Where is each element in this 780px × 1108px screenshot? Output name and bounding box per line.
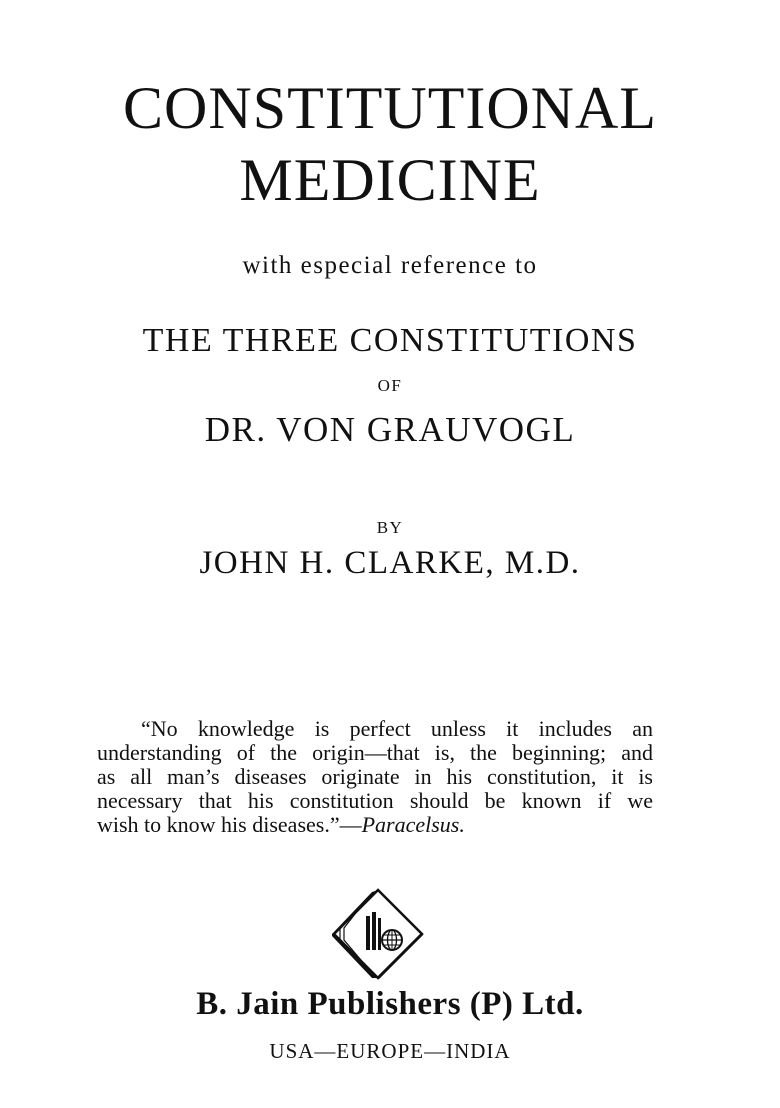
byline-by: BY [376, 518, 404, 537]
author-name: JOHN H. CLARKE, M.D. [199, 545, 581, 581]
epigraph-last-line [97, 813, 653, 837]
title-line-1: CONSTITUTIONAL [123, 75, 657, 141]
publisher-locations: USA—EUROPE—INDIA [269, 1039, 511, 1063]
epigraph [97, 717, 653, 837]
topic-line-1: THE THREE CONSTITUTIONS [142, 322, 638, 359]
epigraph-line: wish to know his diseases.”— [97, 812, 362, 837]
publisher-name: B. Jain Publishers (P) Ltd. [196, 986, 584, 1022]
publisher-logo-icon [332, 888, 424, 980]
subtitle: with especial reference to [242, 252, 538, 279]
epigraph-line: as all man’s diseases originate in his constitution, it is [97, 764, 653, 789]
epigraph-attribution: Paracelsus. [361, 812, 465, 837]
epigraph-line: necessary that his constitution should be known if we [97, 788, 653, 813]
topic-line-2: DR. VON GRAUVOGL [204, 410, 576, 449]
epigraph-line: “No knowledge is perfect unless it includes an [141, 716, 653, 741]
epigraph-line: understanding of the origin—that is, the beginning; and [97, 740, 653, 765]
title-line-2: MEDICINE [239, 147, 541, 213]
topic-of: OF [377, 376, 403, 395]
